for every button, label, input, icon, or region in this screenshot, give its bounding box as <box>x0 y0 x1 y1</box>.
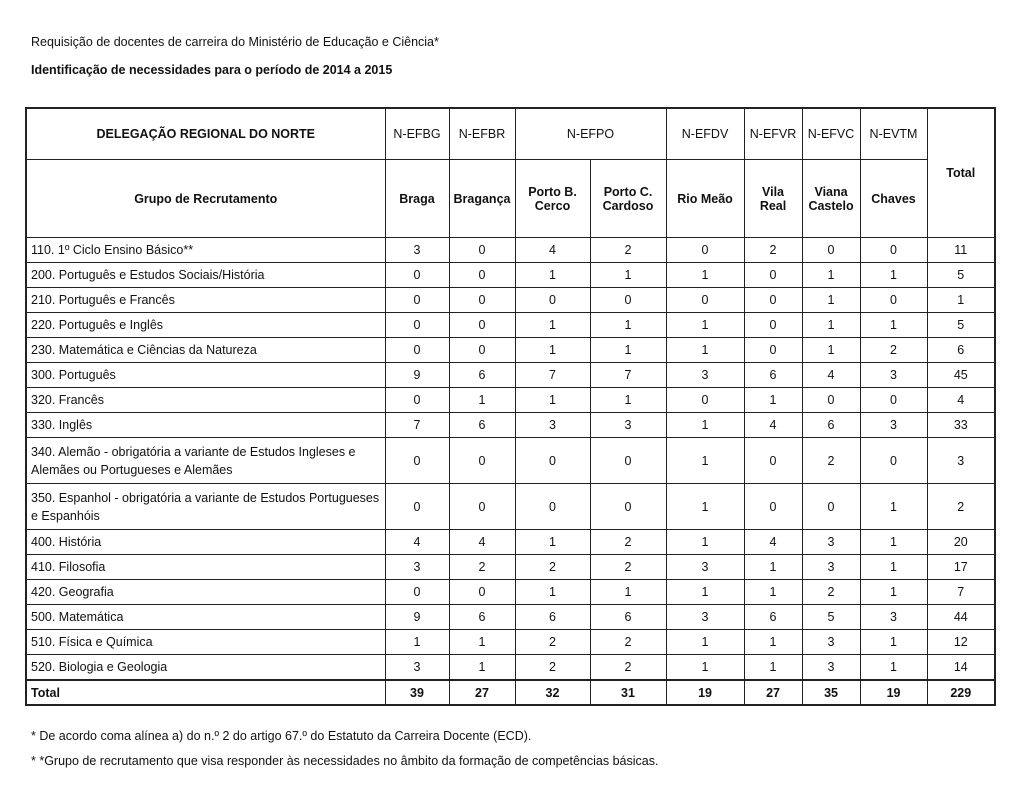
value-cell: 2 <box>515 655 590 681</box>
value-cell: 1 <box>590 580 666 605</box>
place-header: Chaves <box>860 160 927 238</box>
value-cell: 0 <box>385 580 449 605</box>
value-cell: 2 <box>590 238 666 263</box>
value-cell: 1 <box>744 388 802 413</box>
row-total-cell: 17 <box>927 555 995 580</box>
value-cell: 1 <box>744 630 802 655</box>
value-cell: 1 <box>515 263 590 288</box>
table-row <box>26 363 995 388</box>
value-cell: 1 <box>515 338 590 363</box>
value-cell: 1 <box>385 630 449 655</box>
value-cell: 0 <box>860 388 927 413</box>
value-cell: 1 <box>666 630 744 655</box>
value-cell: 6 <box>449 363 515 388</box>
value-cell: 1 <box>860 630 927 655</box>
table-row <box>26 555 995 580</box>
value-cell: 3 <box>802 655 860 681</box>
row-label: 220. Português e Inglês <box>26 313 385 338</box>
value-cell: 0 <box>449 313 515 338</box>
value-cell: 3 <box>860 363 927 388</box>
value-cell: 0 <box>802 484 860 530</box>
value-cell: 1 <box>666 438 744 484</box>
table-row <box>26 288 995 313</box>
table-row <box>26 605 995 630</box>
value-cell: 5 <box>802 605 860 630</box>
place-header: Viana Castelo <box>802 160 860 238</box>
value-cell: 0 <box>666 388 744 413</box>
value-cell: 3 <box>802 555 860 580</box>
value-cell: 1 <box>590 388 666 413</box>
value-cell: 3 <box>385 238 449 263</box>
value-cell: 0 <box>744 338 802 363</box>
value-cell: 4 <box>744 413 802 438</box>
value-cell: 0 <box>449 238 515 263</box>
value-cell: 3 <box>515 413 590 438</box>
value-cell: 3 <box>666 555 744 580</box>
value-cell: 1 <box>590 338 666 363</box>
value-cell: 6 <box>802 413 860 438</box>
row-total-cell: 7 <box>927 580 995 605</box>
value-cell: 0 <box>802 238 860 263</box>
value-cell: 0 <box>385 263 449 288</box>
value-cell: 0 <box>744 313 802 338</box>
value-cell: 1 <box>744 580 802 605</box>
value-cell: 3 <box>590 413 666 438</box>
value-cell: 0 <box>860 288 927 313</box>
table-row <box>26 484 995 530</box>
place-header: Bragança <box>449 160 515 238</box>
value-cell: 0 <box>449 484 515 530</box>
table-row <box>26 580 995 605</box>
value-cell: 1 <box>802 288 860 313</box>
value-cell: 9 <box>385 605 449 630</box>
value-cell: 1 <box>802 338 860 363</box>
value-cell: 6 <box>449 413 515 438</box>
value-cell: 0 <box>385 338 449 363</box>
value-cell: 0 <box>449 438 515 484</box>
value-cell: 3 <box>385 655 449 681</box>
value-cell: 3 <box>802 630 860 655</box>
row-total-cell: 1 <box>927 288 995 313</box>
row-label: 420. Geografia <box>26 580 385 605</box>
table-row <box>26 238 995 263</box>
value-cell: 3 <box>860 605 927 630</box>
row-label: 110. 1º Ciclo Ensino Básico** <box>26 238 385 263</box>
value-cell: 2 <box>590 655 666 681</box>
value-cell: 2 <box>590 530 666 555</box>
footnote-1: * De acordo coma alínea a) do n.º 2 do artigo 67.º do Estatuto da Carreira Docente (ECD). <box>31 729 532 743</box>
value-cell: 3 <box>802 530 860 555</box>
row-label: 520. Biologia e Geologia <box>26 655 385 681</box>
needs-table <box>25 107 996 706</box>
footnote-2: * *Grupo de recrutamento que visa responder às necessidades no âmbito da formação de competências básicas. <box>31 754 659 768</box>
value-cell: 0 <box>860 238 927 263</box>
code-header: N-EFDV <box>666 108 744 160</box>
code-header: N-EFVC <box>802 108 860 160</box>
value-cell: 1 <box>860 484 927 530</box>
row-total-cell: 33 <box>927 413 995 438</box>
value-cell: 0 <box>515 288 590 313</box>
value-cell: 1 <box>744 555 802 580</box>
value-cell: 4 <box>449 530 515 555</box>
total-label: Total <box>26 680 385 705</box>
code-header: N-EVTM <box>860 108 927 160</box>
row-total-cell: 44 <box>927 605 995 630</box>
row-total-cell: 5 <box>927 313 995 338</box>
value-cell: 0 <box>449 288 515 313</box>
row-total-cell: 45 <box>927 363 995 388</box>
value-cell: 2 <box>802 580 860 605</box>
value-cell: 7 <box>385 413 449 438</box>
value-cell: 1 <box>666 313 744 338</box>
row-label: 200. Português e Estudos Sociais/História <box>26 263 385 288</box>
value-cell: 4 <box>385 530 449 555</box>
table-row <box>26 388 995 413</box>
value-cell: 0 <box>385 484 449 530</box>
row-label: 350. Espanhol - obrigatória a variante de Estudos Portugueses e Espanhóis <box>26 484 385 530</box>
value-cell: 1 <box>860 655 927 681</box>
value-cell: 1 <box>666 655 744 681</box>
row-label: 510. Física e Química <box>26 630 385 655</box>
code-header: N-EFBG <box>385 108 449 160</box>
value-cell: 1 <box>449 655 515 681</box>
group-header: Grupo de Recrutamento <box>26 160 385 238</box>
value-cell: 2 <box>590 630 666 655</box>
table-row <box>26 655 995 681</box>
row-label: 300. Português <box>26 363 385 388</box>
value-cell: 4 <box>515 238 590 263</box>
value-cell: 0 <box>666 238 744 263</box>
code-header: N-EFBR <box>449 108 515 160</box>
place-header: Rio Meão <box>666 160 744 238</box>
value-cell: 0 <box>515 438 590 484</box>
value-cell: 2 <box>860 338 927 363</box>
code-header: N-EFPO <box>515 108 666 160</box>
value-cell: 1 <box>666 338 744 363</box>
value-cell: 1 <box>590 263 666 288</box>
value-cell: 1 <box>515 530 590 555</box>
value-cell: 1 <box>590 313 666 338</box>
value-cell: 0 <box>744 263 802 288</box>
value-cell: 1 <box>860 530 927 555</box>
total-cell: 27 <box>744 680 802 705</box>
row-label: 500. Matemática <box>26 605 385 630</box>
value-cell: 2 <box>802 438 860 484</box>
value-cell: 0 <box>590 484 666 530</box>
row-total-cell: 3 <box>927 438 995 484</box>
total-cell: 31 <box>590 680 666 705</box>
value-cell: 1 <box>744 655 802 681</box>
value-cell: 6 <box>744 363 802 388</box>
document-title: Requisição de docentes de carreira do Ministério de Educação e Ciência* <box>31 35 439 49</box>
row-total-cell: 14 <box>927 655 995 681</box>
value-cell: 2 <box>744 238 802 263</box>
value-cell: 2 <box>515 555 590 580</box>
row-label: 210. Português e Francês <box>26 288 385 313</box>
value-cell: 0 <box>802 388 860 413</box>
table-row <box>26 263 995 288</box>
table-row <box>26 438 995 484</box>
total-cell: 39 <box>385 680 449 705</box>
row-total-cell: 2 <box>927 484 995 530</box>
value-cell: 0 <box>590 438 666 484</box>
value-cell: 0 <box>590 288 666 313</box>
total-cell: 19 <box>666 680 744 705</box>
value-cell: 4 <box>802 363 860 388</box>
value-cell: 2 <box>590 555 666 580</box>
value-cell: 1 <box>515 580 590 605</box>
value-cell: 2 <box>515 630 590 655</box>
value-cell: 1 <box>666 484 744 530</box>
row-total-cell: 12 <box>927 630 995 655</box>
table-body <box>26 238 995 706</box>
value-cell: 7 <box>515 363 590 388</box>
value-cell: 3 <box>666 363 744 388</box>
value-cell: 0 <box>385 438 449 484</box>
total-cell: 229 <box>927 680 995 705</box>
row-total-cell: 4 <box>927 388 995 413</box>
value-cell: 0 <box>744 438 802 484</box>
header-row-places <box>26 160 995 238</box>
value-cell: 0 <box>744 484 802 530</box>
row-label: 320. Francês <box>26 388 385 413</box>
place-header: Porto C. Cardoso <box>590 160 666 238</box>
total-cell: 32 <box>515 680 590 705</box>
row-total-cell: 6 <box>927 338 995 363</box>
header-row-codes <box>26 108 995 160</box>
value-cell: 0 <box>860 438 927 484</box>
row-label: 340. Alemão - obrigatória a variante de Estudos Ingleses e Alemães ou Portugueses e Alemães <box>26 438 385 484</box>
place-header: Porto B. Cerco <box>515 160 590 238</box>
place-header: Braga <box>385 160 449 238</box>
value-cell: 6 <box>515 605 590 630</box>
value-cell: 6 <box>449 605 515 630</box>
value-cell: 1 <box>666 530 744 555</box>
value-cell: 1 <box>860 263 927 288</box>
table-row <box>26 313 995 338</box>
value-cell: 1 <box>860 580 927 605</box>
value-cell: 4 <box>744 530 802 555</box>
value-cell: 0 <box>449 580 515 605</box>
value-cell: 0 <box>385 388 449 413</box>
row-total-cell: 20 <box>927 530 995 555</box>
code-header: N-EFVR <box>744 108 802 160</box>
row-total-cell: 5 <box>927 263 995 288</box>
value-cell: 9 <box>385 363 449 388</box>
value-cell: 7 <box>590 363 666 388</box>
table-row <box>26 530 995 555</box>
value-cell: 0 <box>666 288 744 313</box>
row-label: 400. História <box>26 530 385 555</box>
value-cell: 3 <box>666 605 744 630</box>
total-cell: 27 <box>449 680 515 705</box>
value-cell: 1 <box>449 388 515 413</box>
value-cell: 0 <box>515 484 590 530</box>
value-cell: 6 <box>590 605 666 630</box>
place-header: Vila Real <box>744 160 802 238</box>
value-cell: 1 <box>666 580 744 605</box>
value-cell: 3 <box>385 555 449 580</box>
value-cell: 1 <box>860 313 927 338</box>
value-cell: 1 <box>666 263 744 288</box>
document-subtitle: Identificação de necessidades para o período de 2014 a 2015 <box>31 63 393 77</box>
total-cell: 19 <box>860 680 927 705</box>
value-cell: 1 <box>515 388 590 413</box>
row-label: 230. Matemática e Ciências da Natureza <box>26 338 385 363</box>
value-cell: 0 <box>744 288 802 313</box>
value-cell: 0 <box>449 263 515 288</box>
value-cell: 1 <box>802 263 860 288</box>
value-cell: 3 <box>860 413 927 438</box>
table-row <box>26 338 995 363</box>
value-cell: 1 <box>449 630 515 655</box>
value-cell: 0 <box>385 288 449 313</box>
value-cell: 2 <box>449 555 515 580</box>
table-row <box>26 413 995 438</box>
row-label: 330. Inglês <box>26 413 385 438</box>
table-row <box>26 630 995 655</box>
total-row <box>26 680 995 705</box>
region-header: DELEGAÇÃO REGIONAL DO NORTE <box>26 108 385 160</box>
total-cell: 35 <box>802 680 860 705</box>
value-cell: 1 <box>802 313 860 338</box>
row-total-cell: 11 <box>927 238 995 263</box>
value-cell: 6 <box>744 605 802 630</box>
value-cell: 1 <box>860 555 927 580</box>
value-cell: 1 <box>666 413 744 438</box>
value-cell: 1 <box>515 313 590 338</box>
row-label: 410. Filosofia <box>26 555 385 580</box>
value-cell: 0 <box>385 313 449 338</box>
value-cell: 0 <box>449 338 515 363</box>
total-header: Total <box>927 108 995 238</box>
